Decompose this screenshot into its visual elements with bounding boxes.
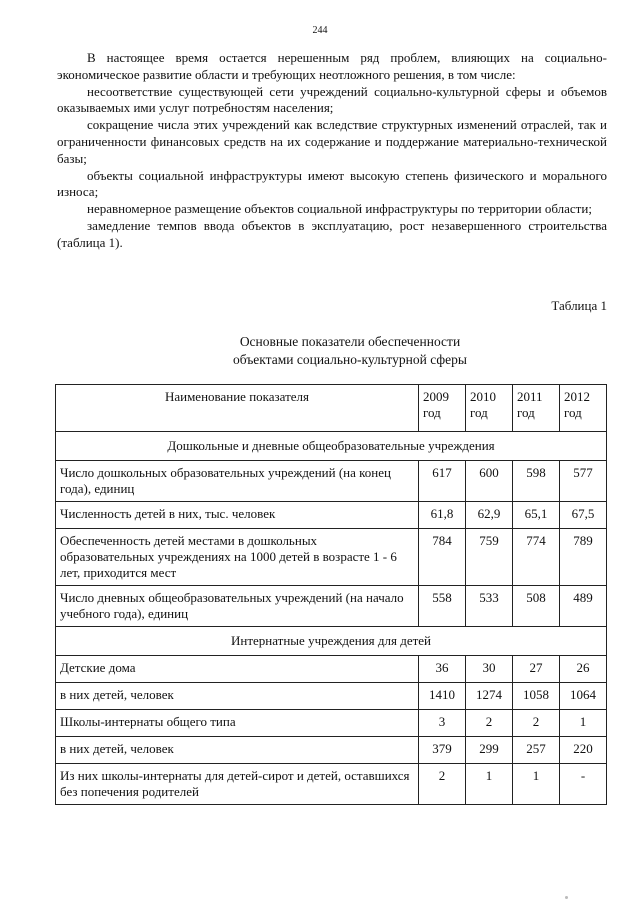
table-title bbox=[0, 333, 640, 369]
cell-2009: 61,8 bbox=[419, 502, 466, 529]
cell-2010: 533 bbox=[466, 586, 513, 627]
row-name: Школы-интернаты общего типа bbox=[56, 710, 419, 737]
cell-2009: 36 bbox=[419, 656, 466, 683]
header-year-2010: 2010 год bbox=[466, 385, 513, 432]
cell-2011: 257 bbox=[513, 737, 560, 764]
cell-2011: 27 bbox=[513, 656, 560, 683]
table-row bbox=[56, 683, 607, 710]
cell-2011: 598 bbox=[513, 461, 560, 502]
cell-2012: 1 bbox=[560, 710, 607, 737]
cell-2010: 759 bbox=[466, 529, 513, 586]
table-label: Таблица 1 bbox=[551, 298, 607, 313]
cell-2011: 1 bbox=[513, 764, 560, 805]
header-year-2009: 2009 год bbox=[419, 385, 466, 432]
cell-2011: 1058 bbox=[513, 683, 560, 710]
cell-2009: 3 bbox=[419, 710, 466, 737]
problem-item-3: объекты социальной инфраструктуры имеют высокую степень физического и морального износа; bbox=[57, 167, 607, 200]
header-year-2011: 2011 год bbox=[513, 385, 560, 432]
cell-2011: 65,1 bbox=[513, 502, 560, 529]
section-title-preschool: Дошкольные и дневные общеобразовательные учреждения bbox=[56, 432, 607, 461]
problem-item-4: неравномерное размещение объектов социальной инфраструктуры по территории области; bbox=[87, 201, 592, 217]
header-indicator-name: Наименование показателя bbox=[56, 385, 419, 432]
cell-2012: - bbox=[560, 764, 607, 805]
problem-item-5: замедление темпов ввода объектов в эксплуатацию, рост незавершенного строительства (таблица 1). bbox=[57, 217, 607, 250]
cell-2010: 299 bbox=[466, 737, 513, 764]
cell-2010: 1274 bbox=[466, 683, 513, 710]
cell-2012: 789 bbox=[560, 529, 607, 586]
row-name: Детские дома bbox=[56, 656, 419, 683]
body-text bbox=[57, 50, 607, 252]
table-row bbox=[56, 737, 607, 764]
table-row bbox=[56, 461, 607, 502]
problem-item-2: сокращение числа этих учреждений как вследствие структурных изменений отраслей, так и ограниченности финансовых средств на их содержание и поддержание материально-технической базы; bbox=[57, 117, 607, 166]
table-header-row bbox=[56, 385, 607, 432]
cell-2009: 617 bbox=[419, 461, 466, 502]
cell-2009: 784 bbox=[419, 529, 466, 586]
scan-mark bbox=[565, 896, 568, 899]
section-row bbox=[56, 627, 607, 656]
cell-2010: 2 bbox=[466, 710, 513, 737]
header-year-2012: 2012 год bbox=[560, 385, 607, 432]
page-number: 244 bbox=[312, 25, 328, 36]
table-title-line-1: Основные показатели обеспеченности bbox=[239, 334, 461, 349]
cell-2010: 600 bbox=[466, 461, 513, 502]
cell-2011: 2 bbox=[513, 710, 560, 737]
cell-2009: 2 bbox=[419, 764, 466, 805]
row-name: Из них школы-интернаты для детей-сирот и детей, оставшихся без попечения родителей bbox=[56, 764, 419, 805]
table-row bbox=[56, 710, 607, 737]
cell-2012: 577 bbox=[560, 461, 607, 502]
row-name: Число дневных общеобразовательных учреждений (на начало учебного года), единиц bbox=[56, 586, 419, 627]
cell-2011: 508 bbox=[513, 586, 560, 627]
intro-paragraph: В настоящее время остается нерешенным ряд проблем, влияющих на социально-экономическое развитие области и требующих неотложного решения, в том числе: bbox=[57, 50, 607, 82]
cell-2012: 489 bbox=[560, 586, 607, 627]
cell-2009: 1410 bbox=[419, 683, 466, 710]
table-row bbox=[56, 656, 607, 683]
cell-2009: 558 bbox=[419, 586, 466, 627]
cell-2012: 67,5 bbox=[560, 502, 607, 529]
cell-2011: 774 bbox=[513, 529, 560, 586]
row-name: Численность детей в них, тыс. человек bbox=[56, 502, 419, 529]
row-name: в них детей, человек bbox=[56, 737, 419, 764]
row-name: Обеспеченность детей местами в дошкольных образовательных учреждениях на 1000 детей в возрасте 1 - 6 лет, приходится мест bbox=[56, 529, 419, 586]
table-row bbox=[56, 586, 607, 627]
cell-2012: 26 bbox=[560, 656, 607, 683]
problem-item-1: несоответствие существующей сети учреждений социально-культурной сферы и объемов оказываемых ими услуг потребностям населения; bbox=[57, 83, 607, 116]
cell-2012: 220 bbox=[560, 737, 607, 764]
row-name: Число дошкольных образовательных учреждений (на конец года), единиц bbox=[56, 461, 419, 502]
cell-2010: 62,9 bbox=[466, 502, 513, 529]
table-row bbox=[56, 529, 607, 586]
table-row bbox=[56, 764, 607, 805]
cell-2010: 30 bbox=[466, 656, 513, 683]
section-title-boarding: Интернатные учреждения для детей bbox=[56, 627, 607, 656]
cell-2010: 1 bbox=[466, 764, 513, 805]
table-row bbox=[56, 502, 607, 529]
table-title-line-2: объектами социально-культурной сферы bbox=[233, 352, 467, 367]
cell-2012: 1064 bbox=[560, 683, 607, 710]
cell-2009: 379 bbox=[419, 737, 466, 764]
indicators-table bbox=[55, 384, 607, 805]
section-row bbox=[56, 432, 607, 461]
row-name: в них детей, человек bbox=[56, 683, 419, 710]
